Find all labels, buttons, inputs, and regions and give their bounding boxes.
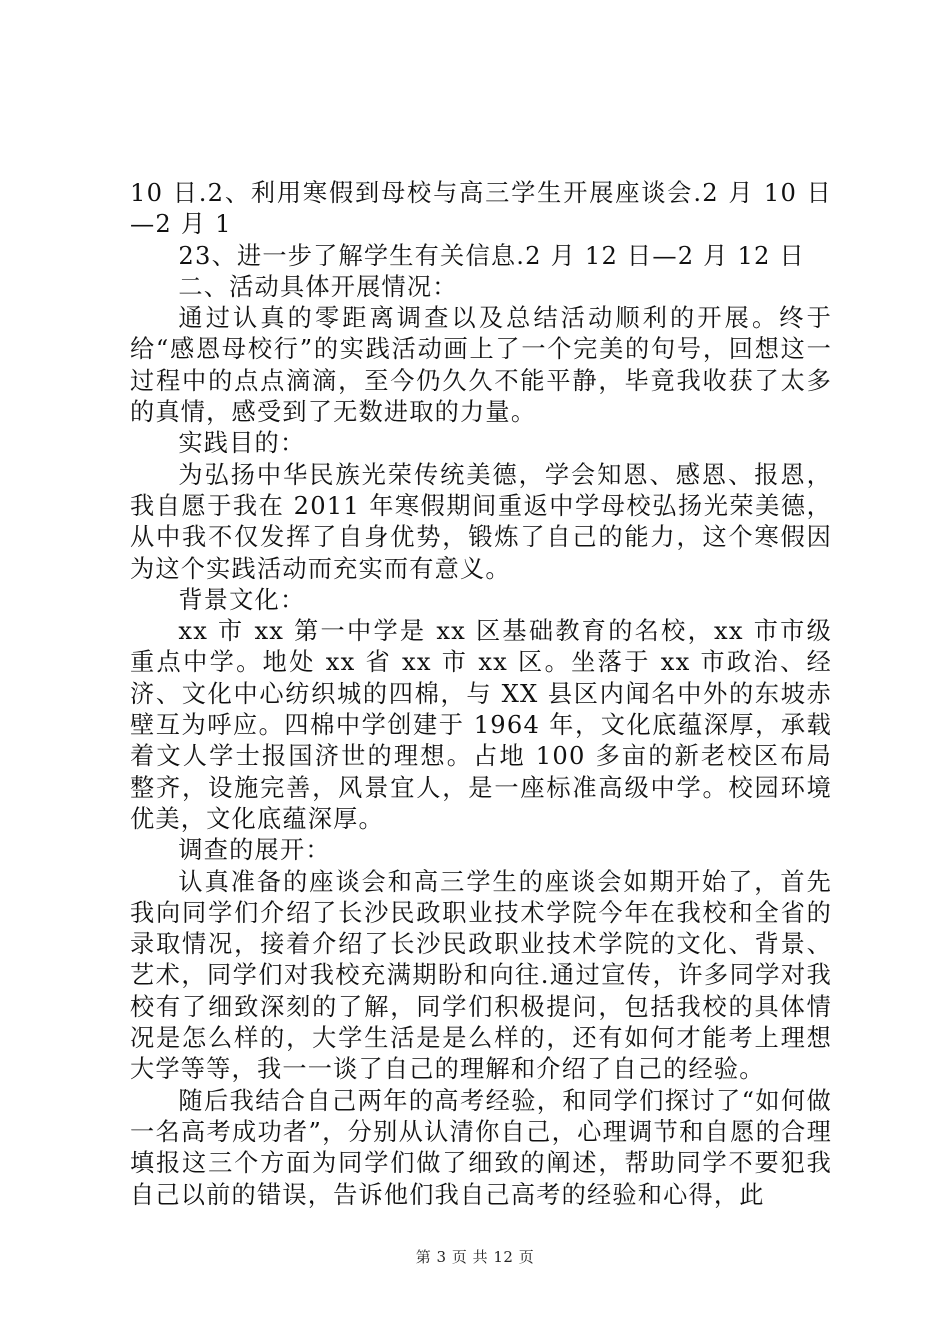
- paragraph-background: xx 市 xx 第一中学是 xx 区基础教育的名校，xx 市市级重点中学。地处 xx 省 xx 市 xx 区。坐落于 xx 市政治、经济、文化中心纺织城的四棉，与 XX 县区内闻名中外的东坡赤壁互为呼应。四棉中学创建于 1964 年，文化底蕴深厚，承载着文人学士报国济世的理想。占地 100 多亩的新老校区布局整齐，设施完善，风景宜人，是一座标准高级中学。校园环境优美，文化底蕴深厚。: [130, 617, 832, 833]
- paragraph-experience: 随后我结合自己两年的高考经验，和同学们探讨了“如何做一名高考成功者”，分别从认清你自己，心理调节和自愿的合理填报这三个方面为同学们做了细致的阐述，帮助同学不要犯我自己以前的错误，告诉他们我自己高考的经验和心得，此: [130, 1086, 832, 1209]
- section-heading-survey: 调查的展开：: [178, 836, 331, 865]
- section-heading-background: 背景文化：: [178, 585, 306, 614]
- paragraph-purpose: 为弘扬中华民族光荣传统美德，学会知恩、感恩、报恩，我自愿于我在 2011 年寒假期间重返中学母校弘扬光荣美德，从中我不仅发挥了自身优势，锻炼了自己的能力，这个寒假因为这个实践活动而充实而有意义。: [130, 460, 832, 583]
- paragraph-schedule-item: 23、进一步了解学生有关信息.2 月 12 日—2 月 12 日: [178, 241, 805, 270]
- paragraph-summary: 通过认真的零距离调查以及总结活动顺利的开展。终于给“感恩母校行”的实践活动画上了一个完美的句号，回想这一过程中的点点滴滴，至今仍久久不能平静，毕竟我收获了太多的真情，感受到了无数进取的力量。: [130, 304, 832, 427]
- paragraph-survey: 认真准备的座谈会和高三学生的座谈会如期开始了，首先我向同学们介绍了长沙民政职业技术学院今年在我校和全省的录取情况，接着介绍了长沙民政职业技术学院的文化、背景、艺术，同学们对我校充满期盼和向往.通过宣传，许多同学对我校有了细致深刻的了解，同学们积极提问，包括我校的具体情况是怎么样的，大学生活是是么样的，还有如何才能考上理想大学等等，我一一谈了自己的理解和介绍了自己的经验。: [130, 867, 832, 1084]
- document-body: [130, 178, 832, 1211]
- section-heading-activities: 二、活动具体开展情况：: [178, 272, 458, 301]
- section-heading-purpose: 实践目的：: [178, 429, 306, 458]
- page-footer: 第 3 页 共 12 页: [415, 1248, 535, 1266]
- paragraph-schedule-continued: 10 日.2、利用寒假到母校与高三学生开展座谈会.2 月 10 日—2 月 1: [130, 179, 832, 239]
